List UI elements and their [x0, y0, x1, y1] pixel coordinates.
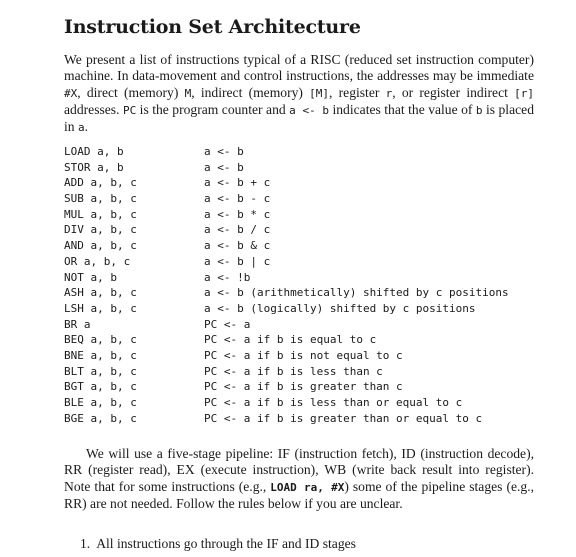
- intro-paragraph: [64, 52, 534, 136]
- intro-text-6: , register: [329, 84, 386, 100]
- intro-code-7: r: [385, 86, 393, 100]
- instruction-row: [64, 395, 534, 411]
- intro-text-16: is placed in: [64, 101, 534, 135]
- instruction-semantics: a <- b (arithmetically) shifted by c positions: [204, 286, 509, 300]
- intro-text-8: , or register indirect: [392, 84, 515, 100]
- instruction-row: [64, 175, 534, 191]
- intro-code-17: a: [77, 121, 85, 135]
- instruction-row: [64, 270, 534, 286]
- instruction-row: [64, 207, 534, 223]
- pipeline-code-1: LOAD ra, #X: [270, 480, 345, 494]
- instruction-mnemonic: LSH a, b, c: [64, 301, 137, 315]
- intro-text-4: , indirect (memory): [191, 84, 310, 100]
- intro-text-14: indicates that the value of: [329, 101, 476, 117]
- intro-code-9: [r]: [514, 86, 534, 100]
- instruction-mnemonic: MUL a, b, c: [64, 207, 137, 221]
- instruction-mnemonic: STOR a, b: [64, 160, 124, 174]
- instruction-semantics: PC <- a: [204, 317, 251, 331]
- instruction-row: [64, 238, 534, 254]
- instruction-table: [64, 144, 534, 426]
- instruction-row: [64, 348, 534, 364]
- intro-text-2: , direct (memory): [77, 84, 185, 100]
- instruction-semantics: PC <- a if b is greater than c: [204, 380, 403, 394]
- instruction-row: [64, 332, 534, 348]
- pipeline-text-0: We will use a five-stage pipeline: IF (instruction fetch), ID (instruction decode), RR (register read), EX (execute instruction), WB (write back result into register). Note that for some instructions (e.g.,: [64, 446, 534, 494]
- instruction-semantics: a <- b - c: [204, 192, 271, 206]
- instruction-mnemonic: BNE a, b, c: [64, 348, 137, 362]
- instruction-semantics: PC <- a if b is equal to c: [204, 333, 377, 347]
- instruction-mnemonic: AND a, b, c: [64, 239, 137, 253]
- intro-text-12: is the program counter and: [136, 101, 290, 117]
- instruction-mnemonic: BEQ a, b, c: [64, 333, 137, 347]
- instruction-semantics: a <- b (logically) shifted by c positions: [204, 301, 476, 315]
- intro-code-13: a <- b: [289, 103, 330, 117]
- instruction-row: [64, 160, 534, 176]
- instruction-semantics: a <- !b: [204, 270, 251, 284]
- rules-list: [80, 536, 356, 552]
- instruction-semantics: a <- b | c: [204, 254, 271, 268]
- intro-code-15: b: [475, 103, 483, 117]
- instruction-mnemonic: BLE a, b, c: [64, 396, 137, 409]
- instruction-semantics: a <- b: [204, 160, 244, 174]
- instruction-mnemonic: BGE a, b, c: [64, 411, 137, 425]
- instruction-mnemonic: NOT a, b: [64, 270, 117, 284]
- instruction-semantics: a <- b & c: [204, 239, 271, 253]
- instruction-semantics: PC <- a if b is less than or equal to c: [204, 396, 463, 409]
- instruction-mnemonic: DIV a, b, c: [64, 223, 137, 237]
- instruction-row: [64, 222, 534, 238]
- instruction-mnemonic: BLT a, b, c: [64, 364, 137, 378]
- instruction-row: [64, 301, 534, 317]
- instruction-semantics: a <- b: [204, 145, 244, 158]
- instruction-row: [64, 364, 534, 380]
- instruction-semantics: a <- b + c: [204, 176, 271, 190]
- pipeline-paragraph: [64, 446, 534, 512]
- intro-code-11: PC: [122, 103, 137, 117]
- intro-code-5: [M]: [309, 86, 330, 100]
- instruction-mnemonic: OR a, b, c: [64, 254, 131, 268]
- instruction-mnemonic: LOAD a, b: [64, 145, 124, 158]
- instruction-row: [64, 411, 534, 427]
- pipeline-text-2: ) some of the pipeline stages (e.g., RR) are not needed. Follow the rules below if you are unclear.: [64, 478, 535, 511]
- page-title: Instruction Set Architecture: [64, 16, 361, 38]
- instruction-row: [64, 254, 534, 270]
- instruction-row: [64, 144, 534, 160]
- rule-item: [80, 536, 356, 552]
- intro-text-0: We present a list of instructions typical of a RISC (reduced set instruction computer) machine. In data-movement and control instructions, the addresses may be immediate: [64, 52, 534, 84]
- instruction-mnemonic: BR a: [64, 317, 91, 331]
- instruction-row: [64, 317, 534, 333]
- instruction-mnemonic: BGT a, b, c: [64, 380, 137, 394]
- instruction-row: [64, 191, 534, 207]
- instruction-semantics: a <- b / c: [204, 223, 271, 237]
- instruction-row: [64, 379, 534, 395]
- instruction-semantics: a <- b * c: [204, 207, 271, 221]
- instruction-semantics: PC <- a if b is greater than or equal to c: [204, 411, 483, 425]
- rule-number: 1.: [80, 536, 91, 551]
- intro-text-10: addresses.: [64, 101, 123, 117]
- intro-text-18: .: [84, 119, 89, 135]
- instruction-mnemonic: ASH a, b, c: [64, 286, 137, 300]
- intro-code-1: #X: [64, 86, 78, 100]
- rule-text: All instructions go through the IF and ID stages: [96, 536, 356, 551]
- instruction-semantics: PC <- a if b is not equal to c: [204, 348, 403, 362]
- instruction-row: [64, 285, 534, 301]
- instruction-mnemonic: ADD a, b, c: [64, 176, 137, 190]
- intro-code-3: M: [184, 86, 192, 100]
- instruction-semantics: PC <- a if b is less than c: [204, 364, 383, 378]
- instruction-mnemonic: SUB a, b, c: [64, 192, 137, 206]
